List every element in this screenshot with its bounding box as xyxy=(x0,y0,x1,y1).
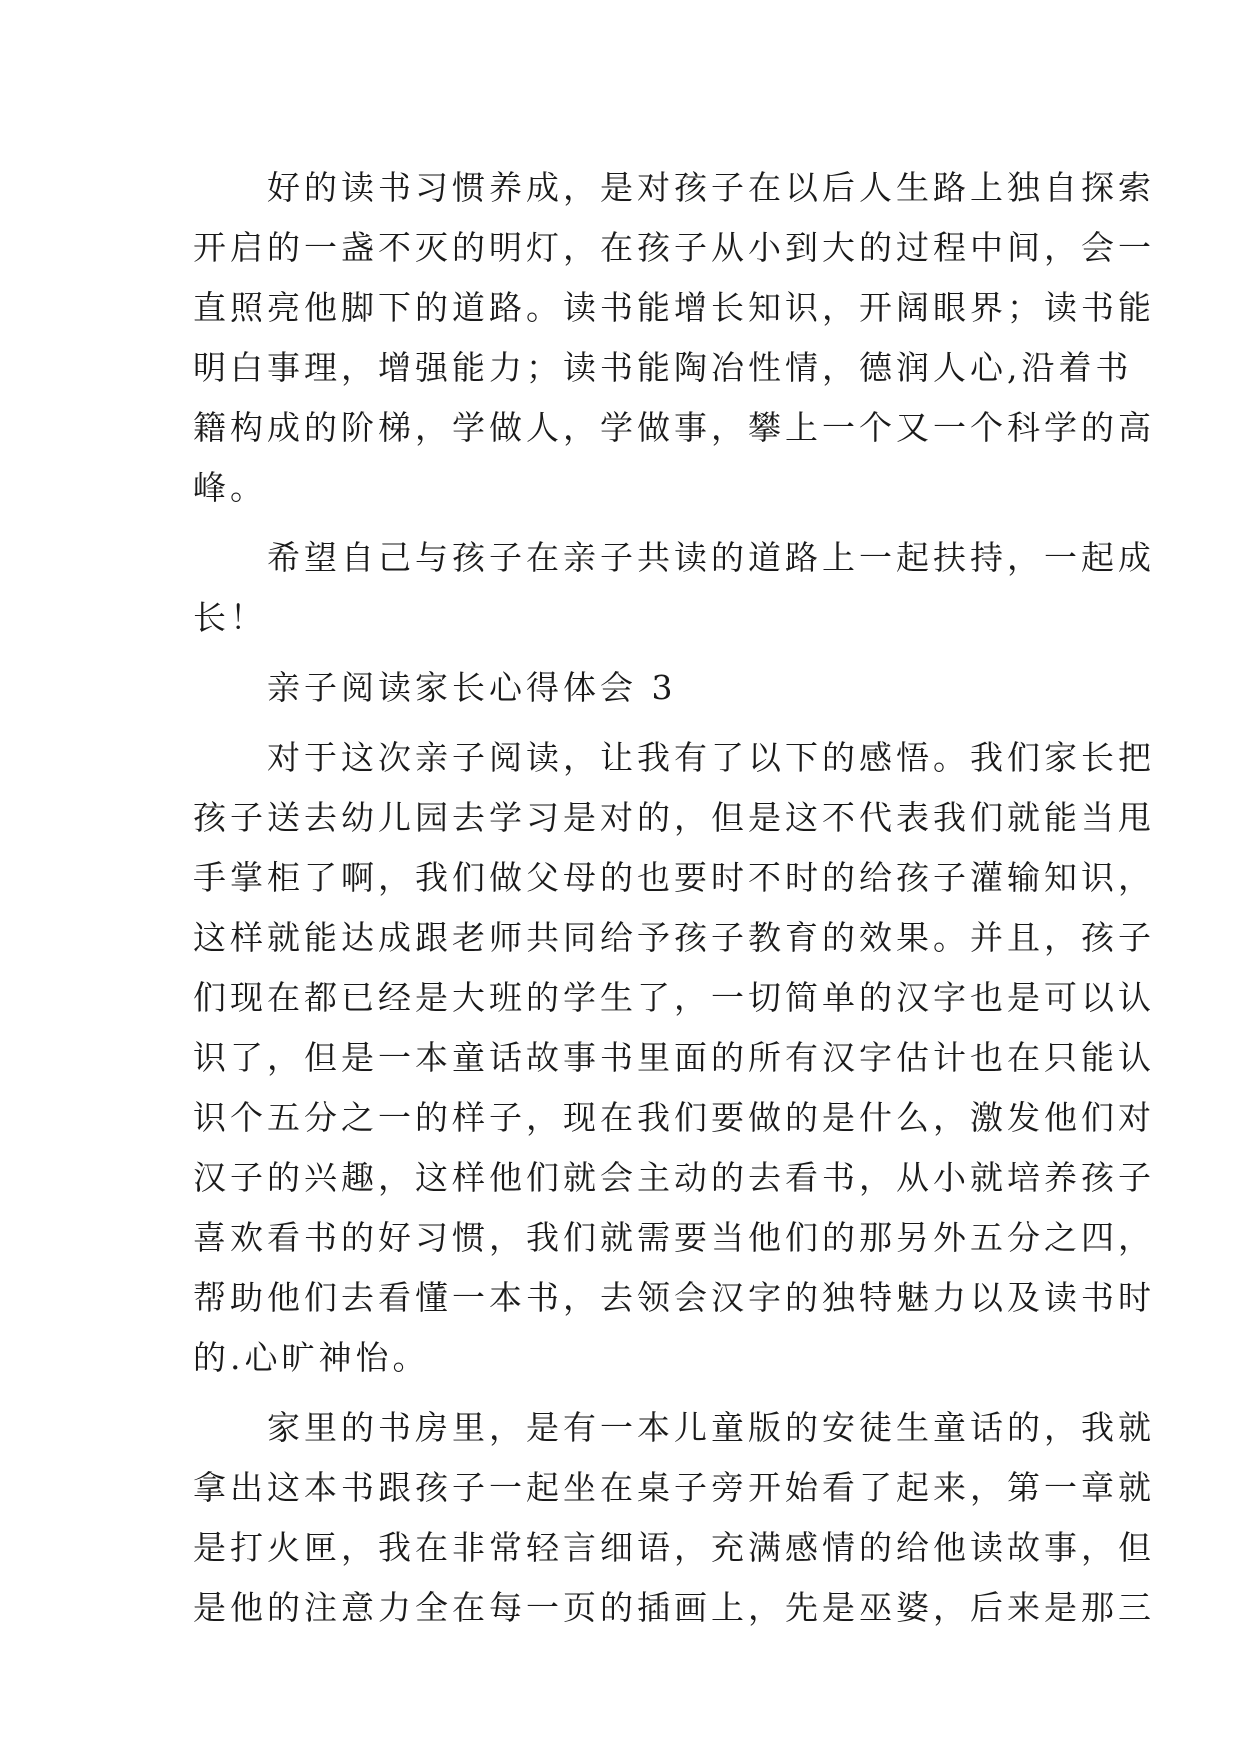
text-line: 开启的一盏不灭的明灯，在孩子从小到大的过程中间，会一 xyxy=(193,228,1155,267)
text-line: 识了，但是一本童话故事书里面的所有汉字估计也在只能认 xyxy=(193,1038,1155,1077)
text-line: 希望自己与孩子在亲子共读的道路上一起扶持，一起成 xyxy=(193,538,1155,577)
paragraph-reading-habits xyxy=(193,158,1155,518)
text-line: 峰。 xyxy=(193,468,267,507)
text-line: 识个五分之一的样子，现在我们要做的是什么，激发他们对 xyxy=(193,1098,1155,1137)
text-line: 长！ xyxy=(193,598,267,637)
paragraph-study-room xyxy=(193,1398,1155,1638)
document-body xyxy=(193,158,1155,1638)
text-line: 家里的书房里，是有一本儿童版的安徒生童话的，我就 xyxy=(193,1408,1155,1447)
text-line: 对于这次亲子阅读，让我有了以下的感悟。我们家长把 xyxy=(193,738,1155,777)
paragraph-reading-insights xyxy=(193,728,1155,1388)
text-line: 籍构成的阶梯，学做人，学做事，攀上一个又一个科学的高 xyxy=(193,408,1155,447)
text-line: 汉子的兴趣，这样他们就会主动的去看书，从小就培养孩子 xyxy=(193,1158,1155,1197)
text-line: 好的读书习惯养成，是对孩子在以后人生路上独自探索 xyxy=(193,168,1155,207)
text-line: 拿出这本书跟孩子一起坐在桌子旁开始看了起来，第一章就 xyxy=(193,1468,1155,1507)
text-line: 是打火匣，我在非常轻言细语，充满感情的给他读故事，但 xyxy=(193,1528,1155,1567)
text-line: 喜欢看书的好习惯，我们就需要当他们的那另外五分之四， xyxy=(193,1218,1155,1257)
text-line: 这样就能达成跟老师共同给予孩子教育的效果。并且，孩子 xyxy=(193,918,1155,957)
text-line: 手掌柜了啊，我们做父母的也要时不时的给孩子灌输知识， xyxy=(193,858,1155,897)
section-heading xyxy=(193,658,1053,718)
text-line: 孩子送去幼儿园去学习是对的，但是这不代表我们就能当甩 xyxy=(193,798,1155,837)
text-line: 是他的注意力全在每一页的插画上，先是巫婆，后来是那三 xyxy=(193,1588,1155,1627)
heading-line: 亲子阅读家长心得体会 3 xyxy=(193,668,677,707)
text-line: 直照亮他脚下的道路。读书能增长知识，开阔眼界；读书能 xyxy=(193,288,1155,327)
text-line: 们现在都已经是大班的学生了，一切简单的汉字也是可以认 xyxy=(193,978,1155,1017)
text-line: 明白事理，增强能力；读书能陶冶性情，德润人心,沿着书 xyxy=(193,348,1133,387)
paragraph-hope xyxy=(193,528,1155,648)
text-line: 的.心旷神怡。 xyxy=(193,1338,430,1377)
text-line: 帮助他们去看懂一本书，去领会汉字的独特魅力以及读书时 xyxy=(193,1278,1155,1317)
